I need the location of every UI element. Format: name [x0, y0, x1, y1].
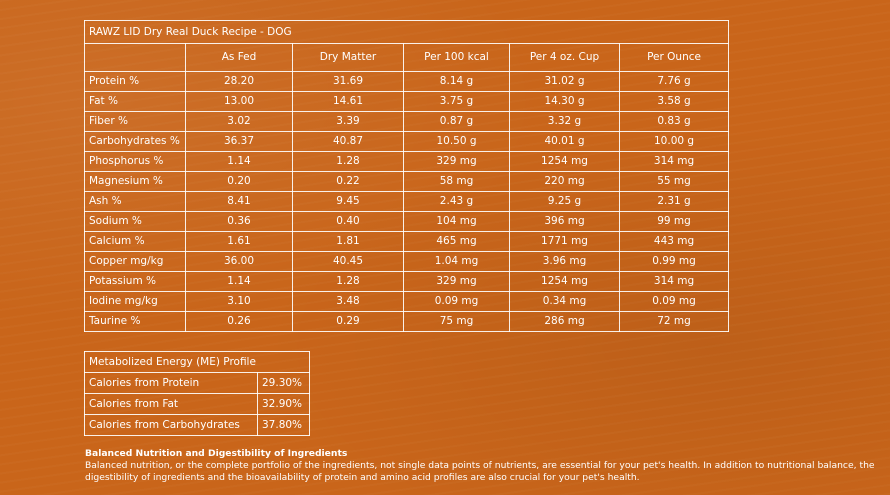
nutrient-label: Copper mg/kg	[85, 252, 186, 272]
nutrient-value: 329 mg	[404, 152, 510, 172]
me-row	[85, 373, 310, 394]
nutrient-value: 1.04 mg	[404, 252, 510, 272]
nutrient-value: 0.29	[293, 312, 404, 332]
nutrient-value: 104 mg	[404, 212, 510, 232]
nutrient-value: 1254 mg	[510, 272, 620, 292]
nutrition-table-body	[85, 72, 729, 332]
nutrient-value: 99 mg	[620, 212, 729, 232]
me-row-value: 37.80%	[258, 415, 310, 436]
nutrient-value: 220 mg	[510, 172, 620, 192]
table-row	[85, 272, 729, 292]
header-empty-cell	[85, 44, 186, 72]
table-row	[85, 152, 729, 172]
nutrition-table	[84, 20, 729, 332]
nutrient-value: 396 mg	[510, 212, 620, 232]
column-header: Per 4 oz. Cup	[510, 44, 620, 72]
nutrient-value: 2.31 g	[620, 192, 729, 212]
nutrient-label: Taurine %	[85, 312, 186, 332]
footer-body: Balanced nutrition, or the complete portfolio of the ingredients, not single data points of nutrients, are essential for your pet's health. In addition to nutritional balance, the digestibility of ingredients and the bioavailability of protein and amino acid profiles are also crucial for your pet's health.	[85, 460, 875, 483]
nutrient-value: 40.45	[293, 252, 404, 272]
nutrient-value: 329 mg	[404, 272, 510, 292]
nutrient-value: 72 mg	[620, 312, 729, 332]
nutrient-value: 3.10	[186, 292, 293, 312]
nutrient-value: 75 mg	[404, 312, 510, 332]
table-row	[85, 292, 729, 312]
nutrient-value: 1.14	[186, 272, 293, 292]
nutrient-value: 14.61	[293, 92, 404, 112]
me-row-label: Calories from Protein	[85, 373, 258, 394]
nutrient-value: 0.87 g	[404, 112, 510, 132]
nutrient-value: 31.69	[293, 72, 404, 92]
nutrient-value: 55 mg	[620, 172, 729, 192]
nutrient-value: 28.20	[186, 72, 293, 92]
nutrient-value: 443 mg	[620, 232, 729, 252]
nutrient-value: 0.22	[293, 172, 404, 192]
nutrient-value: 13.00	[186, 92, 293, 112]
nutrient-value: 14.30 g	[510, 92, 620, 112]
nutrient-value: 58 mg	[404, 172, 510, 192]
nutrient-label: Ash %	[85, 192, 186, 212]
me-row	[85, 415, 310, 436]
footer-heading: Balanced Nutrition and Digestibility of Ingredients	[85, 448, 348, 459]
nutrient-value: 3.32 g	[510, 112, 620, 132]
nutrient-label: Protein %	[85, 72, 186, 92]
nutrient-label: Fat %	[85, 92, 186, 112]
column-header: Dry Matter	[293, 44, 404, 72]
nutrient-label: Carbohydrates %	[85, 132, 186, 152]
table-row	[85, 92, 729, 112]
nutrient-value: 8.14 g	[404, 72, 510, 92]
nutrient-value: 7.76 g	[620, 72, 729, 92]
nutrient-value: 1.14	[186, 152, 293, 172]
table-row	[85, 192, 729, 212]
nutrient-value: 0.20	[186, 172, 293, 192]
nutrient-value: 40.01 g	[510, 132, 620, 152]
me-row-label: Calories from Fat	[85, 394, 258, 415]
nutrient-value: 36.37	[186, 132, 293, 152]
nutrient-value: 9.25 g	[510, 192, 620, 212]
nutrient-value: 1.28	[293, 152, 404, 172]
table-row	[85, 72, 729, 92]
nutrient-value: 3.75 g	[404, 92, 510, 112]
nutrient-value: 1.81	[293, 232, 404, 252]
nutrient-value: 9.45	[293, 192, 404, 212]
nutrient-value: 0.34 mg	[510, 292, 620, 312]
nutrient-value: 0.26	[186, 312, 293, 332]
column-header: Per Ounce	[620, 44, 729, 72]
me-row	[85, 394, 310, 415]
nutrient-label: Magnesium %	[85, 172, 186, 192]
nutrient-value: 10.00 g	[620, 132, 729, 152]
nutrient-label: Potassium %	[85, 272, 186, 292]
table-row	[85, 172, 729, 192]
nutrient-value: 0.36	[186, 212, 293, 232]
table-row	[85, 212, 729, 232]
table-row	[85, 252, 729, 272]
me-row-value: 29.30%	[258, 373, 310, 394]
me-row-value: 32.90%	[258, 394, 310, 415]
nutrient-label: Phosphorus %	[85, 152, 186, 172]
nutrient-value: 0.09 mg	[620, 292, 729, 312]
column-header: Per 100 kcal	[404, 44, 510, 72]
me-profile-title: Metabolized Energy (ME) Profile	[85, 352, 310, 373]
nutrient-label: Calcium %	[85, 232, 186, 252]
nutrient-value: 0.99 mg	[620, 252, 729, 272]
nutrient-value: 31.02 g	[510, 72, 620, 92]
nutrient-value: 3.48	[293, 292, 404, 312]
nutrition-table-title: RAWZ LID Dry Real Duck Recipe - DOG	[85, 21, 729, 44]
column-header: As Fed	[186, 44, 293, 72]
nutrient-value: 2.43 g	[404, 192, 510, 212]
nutrient-value: 1.28	[293, 272, 404, 292]
table-row	[85, 232, 729, 252]
nutrient-value: 3.96 mg	[510, 252, 620, 272]
nutrient-value: 3.58 g	[620, 92, 729, 112]
me-row-label: Calories from Carbohydrates	[85, 415, 258, 436]
nutrient-label: Fiber %	[85, 112, 186, 132]
nutrient-value: 465 mg	[404, 232, 510, 252]
table-row	[85, 132, 729, 152]
nutrient-value: 3.02	[186, 112, 293, 132]
nutrition-table-header	[85, 44, 729, 72]
nutrient-value: 3.39	[293, 112, 404, 132]
nutrient-value: 1771 mg	[510, 232, 620, 252]
footer-section	[85, 448, 875, 484]
nutrient-label: Sodium %	[85, 212, 186, 232]
nutrient-value: 40.87	[293, 132, 404, 152]
nutrient-value: 1254 mg	[510, 152, 620, 172]
nutrient-value: 286 mg	[510, 312, 620, 332]
nutrient-value: 0.83 g	[620, 112, 729, 132]
table-row	[85, 312, 729, 332]
nutrient-value: 10.50 g	[404, 132, 510, 152]
nutrient-value: 36.00	[186, 252, 293, 272]
nutrient-label: Iodine mg/kg	[85, 292, 186, 312]
nutrient-value: 8.41	[186, 192, 293, 212]
nutrient-value: 314 mg	[620, 272, 729, 292]
nutrient-value: 0.40	[293, 212, 404, 232]
nutrient-value: 1.61	[186, 232, 293, 252]
me-profile-table	[84, 351, 310, 436]
table-row	[85, 112, 729, 132]
nutrient-value: 0.09 mg	[404, 292, 510, 312]
nutrient-value: 314 mg	[620, 152, 729, 172]
